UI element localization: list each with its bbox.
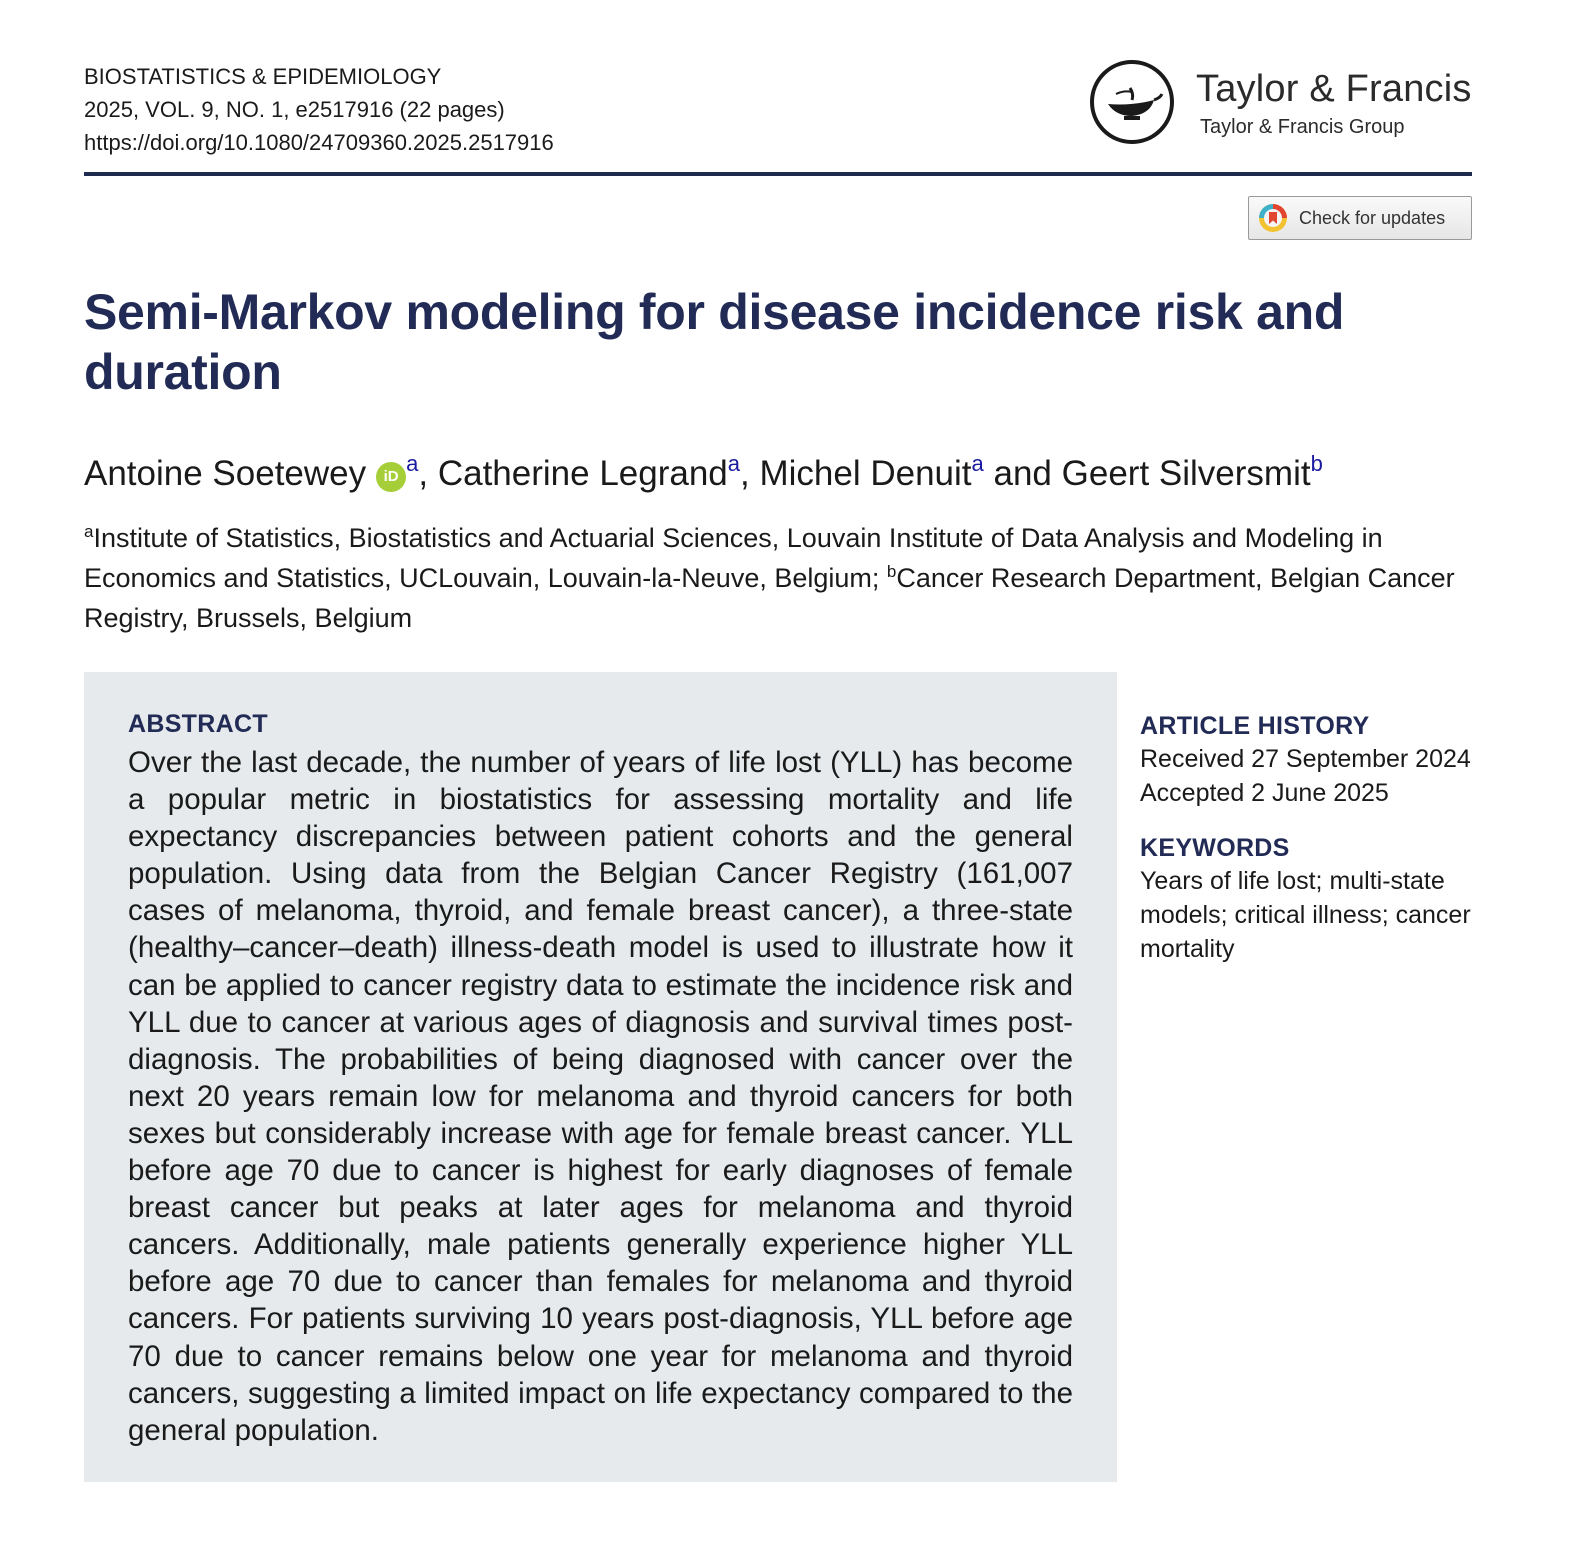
affiliation-mark: b bbox=[1310, 451, 1323, 476]
accepted-date: Accepted 2 June 2025 bbox=[1140, 779, 1389, 807]
article-title: Semi-Markov modeling for disease incidence risk and duration bbox=[84, 284, 1345, 400]
crossmark-icon bbox=[1257, 202, 1289, 234]
publisher-group: Taylor & Francis Group bbox=[1200, 116, 1405, 138]
journal-header bbox=[84, 60, 554, 159]
received-date: Received 27 September 2024 bbox=[1140, 745, 1471, 773]
affiliation-b: Cancer Research Department, Belgian Cancer Registry, Brussels, Belgium bbox=[84, 563, 1455, 633]
author-name: Antoine Soetewey bbox=[84, 454, 367, 493]
affiliations bbox=[84, 518, 1484, 638]
keywords-heading: KEYWORDS bbox=[1140, 834, 1290, 862]
author-separator: , bbox=[418, 454, 438, 493]
affiliation-mark: a bbox=[406, 451, 419, 476]
publisher-logo[interactable] bbox=[1090, 60, 1472, 152]
affiliation-mark: b bbox=[886, 562, 897, 581]
keywords-list: Years of life lost; multi-state models; critical illness; cancer mortality bbox=[1140, 867, 1471, 963]
affiliation-mark: a bbox=[971, 451, 984, 476]
author-name: Geert Silversmit bbox=[1061, 454, 1311, 493]
article-sidebar bbox=[1140, 710, 1480, 966]
affiliation-mark: a bbox=[727, 451, 741, 476]
abstract-text: Over the last decade, the number of years of life lost (YLL) has become a popular metric in biostatistics for assessing mortality and life expectancy discrepancies between patient cohorts and the general population. Using data from the Belgian Cancer Registry (161,007 cases of melanoma, thyroid, and female breast cancer), a three-state (healthy–cancer–death) illness-death model is used to illustrate how it can be applied to cancer registry data to estimate the incidence risk and YLL due to cancer at various ages of diagnosis and survival times post-diagnosis. The probabilities of being diagnosed with cancer over the next 20 years remain low for melanoma and thyroid cancers for both sexes but considerably increase with age for female breast cancer. YLL before age 70 due to cancer is highest for early diagnoses of female breast cancer but peaks at later ages for melanoma and thyroid cancers. Additionally, male patients generally experience higher YLL before age 70 due to cancer than females for melanoma and thyroid cancers. For patients surviving 10 years post-diagnosis, YLL before age 70 due to cancer remains below one year for melanoma and thyroid cancers, suggesting a limited impact on life expectancy compared to the general population. bbox=[128, 746, 1073, 1447]
check-updates-button[interactable] bbox=[1248, 196, 1472, 240]
author-separator: and bbox=[983, 454, 1062, 493]
lamp-icon bbox=[1090, 60, 1174, 144]
author-name: Michel Denuit bbox=[759, 454, 972, 493]
article-history-heading: ARTICLE HISTORY bbox=[1140, 712, 1370, 740]
journal-name: BIOSTATISTICS & EPIDEMIOLOGY bbox=[84, 64, 442, 89]
header-divider bbox=[84, 172, 1472, 176]
author-list bbox=[84, 452, 1323, 496]
abstract-heading: ABSTRACT bbox=[128, 710, 268, 738]
affiliation-mark: a bbox=[84, 522, 94, 541]
orcid-icon[interactable]: iD bbox=[376, 462, 406, 492]
doi-link[interactable]: https://doi.org/10.1080/24709360.2025.2517916 bbox=[84, 130, 554, 155]
affiliation-a: Institute of Statistics, Biostatistics and Actuarial Sciences, Louvain Institute of Data Analysis and Modeling in Economics and Statistics, UCLouvain, Louvain-la-Neuve, Belgium; bbox=[84, 523, 1383, 593]
check-updates-label: Check for updates bbox=[1299, 207, 1446, 228]
publisher-name: Taylor & Francis bbox=[1196, 68, 1472, 110]
author-separator: , bbox=[740, 454, 760, 493]
journal-volume: 2025, VOL. 9, NO. 1, e2517916 (22 pages) bbox=[84, 97, 505, 122]
author-name: Catherine Legrand bbox=[437, 454, 728, 493]
